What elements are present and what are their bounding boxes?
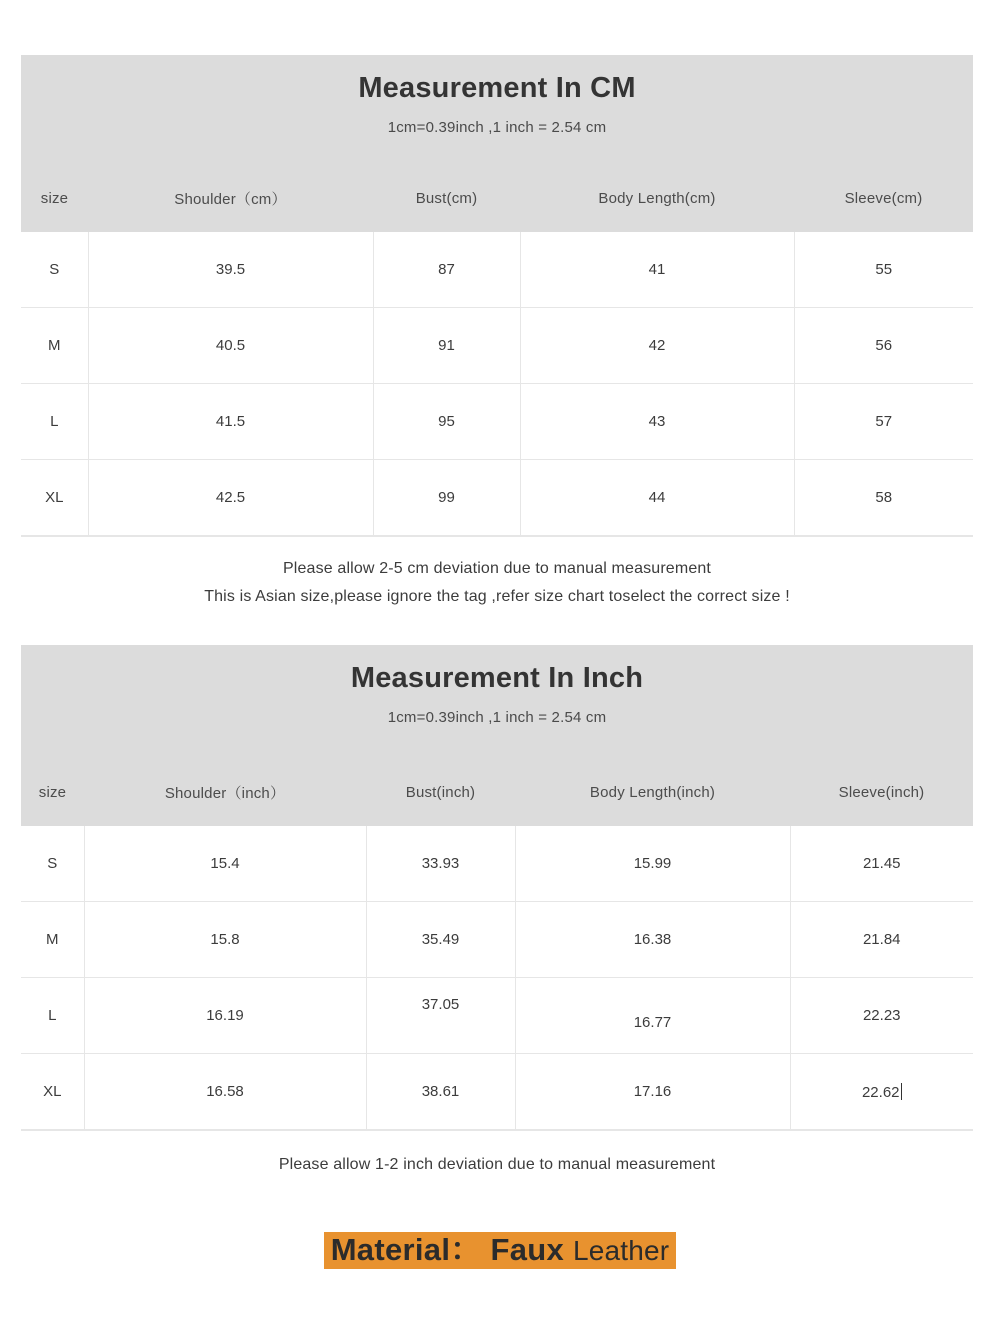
inch-col-sleeve: Sleeve(inch) (838, 783, 925, 801)
cm-cell-sleeve: 57 (794, 384, 973, 460)
inch-cell-shoulder: 15.4 (84, 826, 366, 902)
cm-section-header (21, 55, 973, 165)
material-banner (0, 1232, 1000, 1269)
cm-cell-bust: 99 (373, 460, 520, 536)
cm-cell-size: S (21, 232, 88, 308)
cm-cell-size: M (21, 308, 88, 384)
inch-section-title: Measurement In Inch (350, 662, 644, 694)
cm-col-bust: Bust(cm) (415, 190, 478, 207)
cm-col-size: size (40, 190, 69, 207)
cm-cell-sleeve: 55 (794, 232, 973, 308)
inch-cell-size: XL (21, 1054, 84, 1130)
cm-cell-size: XL (21, 460, 88, 536)
cm-cell-shoulder: 39.5 (88, 232, 373, 308)
cm-cell-body-length: 44 (520, 460, 794, 536)
inch-table-header-row (21, 758, 973, 826)
cm-section-title: Measurement In CM (358, 72, 636, 104)
inch-col-body-length: Body Length(inch) (589, 783, 716, 801)
material-value-strong: Faux (481, 1232, 573, 1267)
text-cursor-icon (901, 1083, 902, 1100)
inch-col-size: size (38, 783, 67, 801)
table-row (21, 460, 973, 536)
table-row (21, 902, 973, 978)
material-value-light: Leather (572, 1235, 670, 1266)
cm-note-line-2: This is Asian size,please ignore the tag ,refer size chart toselect the correct size ! (204, 588, 790, 605)
inch-cell-sleeve: 22.23 (790, 978, 973, 1054)
cm-cell-body-length: 43 (520, 384, 794, 460)
cm-cell-shoulder: 41.5 (88, 384, 373, 460)
inch-cell-shoulder: 16.19 (84, 978, 366, 1054)
table-row (21, 1054, 973, 1130)
cm-note-line-1: Please allow 2-5 cm deviation due to manual measurement (282, 560, 712, 577)
inch-cell-shoulder: 15.8 (84, 902, 366, 978)
cm-cell-sleeve: 58 (794, 460, 973, 536)
cm-section (21, 55, 973, 634)
inch-cell-body-length: 16.38 (515, 902, 790, 978)
inch-cell-sleeve: 21.45 (790, 826, 973, 902)
inch-cell-bust: 35.49 (366, 902, 515, 978)
cm-table-header-row (21, 165, 973, 232)
material-highlight-chip (324, 1232, 677, 1269)
inch-cell-bust (366, 978, 515, 1054)
inch-section-header (21, 645, 973, 758)
cm-cell-body-length: 41 (520, 232, 794, 308)
inch-col-shoulder: Shoulder（inch） (164, 784, 286, 802)
cm-cell-shoulder: 42.5 (88, 460, 373, 536)
inch-cell-sleeve: 21.84 (790, 902, 973, 978)
inch-cell-bust: 38.61 (366, 1054, 515, 1130)
material-label: Material： (330, 1232, 482, 1267)
inch-section (21, 645, 973, 1199)
cm-col-shoulder: Shoulder（cm） (174, 191, 287, 208)
inch-col-bust: Bust(inch) (405, 783, 476, 801)
inch-cell-sleeve (790, 1054, 973, 1130)
inch-note-area (21, 1130, 973, 1199)
inch-section-subtitle: 1cm=0.39inch ,1 inch = 2.54 cm (387, 709, 607, 726)
cm-cell-shoulder: 40.5 (88, 308, 373, 384)
inch-cell-shoulder: 16.58 (84, 1054, 366, 1130)
inch-size-table (21, 826, 973, 1130)
table-row (21, 384, 973, 460)
cm-cell-bust: 95 (373, 384, 520, 460)
inch-cell-bust-text: 37.05 (421, 996, 460, 1013)
cm-cell-size: L (21, 384, 88, 460)
table-row (21, 308, 973, 384)
inch-note-line-1: Please allow 1-2 inch deviation due to manual measurement (278, 1156, 716, 1173)
inch-cell-size: L (21, 978, 84, 1054)
table-row (21, 826, 973, 902)
cm-cell-body-length: 42 (520, 308, 794, 384)
inch-cell-body-length-text: 16.77 (633, 1014, 672, 1031)
cm-note-area (21, 536, 973, 634)
inch-cell-size: M (21, 902, 84, 978)
cm-section-subtitle: 1cm=0.39inch ,1 inch = 2.54 cm (387, 119, 607, 136)
inch-cell-sleeve-text: 22.62 (861, 1083, 900, 1101)
cm-cell-bust: 87 (373, 232, 520, 308)
inch-cell-size: S (21, 826, 84, 902)
cm-col-sleeve: Sleeve(cm) (844, 190, 923, 207)
inch-cell-body-length: 17.16 (515, 1054, 790, 1130)
table-row (21, 232, 973, 308)
cm-cell-bust: 91 (373, 308, 520, 384)
cm-cell-sleeve: 56 (794, 308, 973, 384)
cm-size-table (21, 232, 973, 536)
inch-cell-body-length: 15.99 (515, 826, 790, 902)
table-row (21, 978, 973, 1054)
inch-cell-body-length (515, 978, 790, 1054)
inch-cell-bust: 33.93 (366, 826, 515, 902)
cm-col-body-length: Body Length(cm) (598, 190, 716, 207)
